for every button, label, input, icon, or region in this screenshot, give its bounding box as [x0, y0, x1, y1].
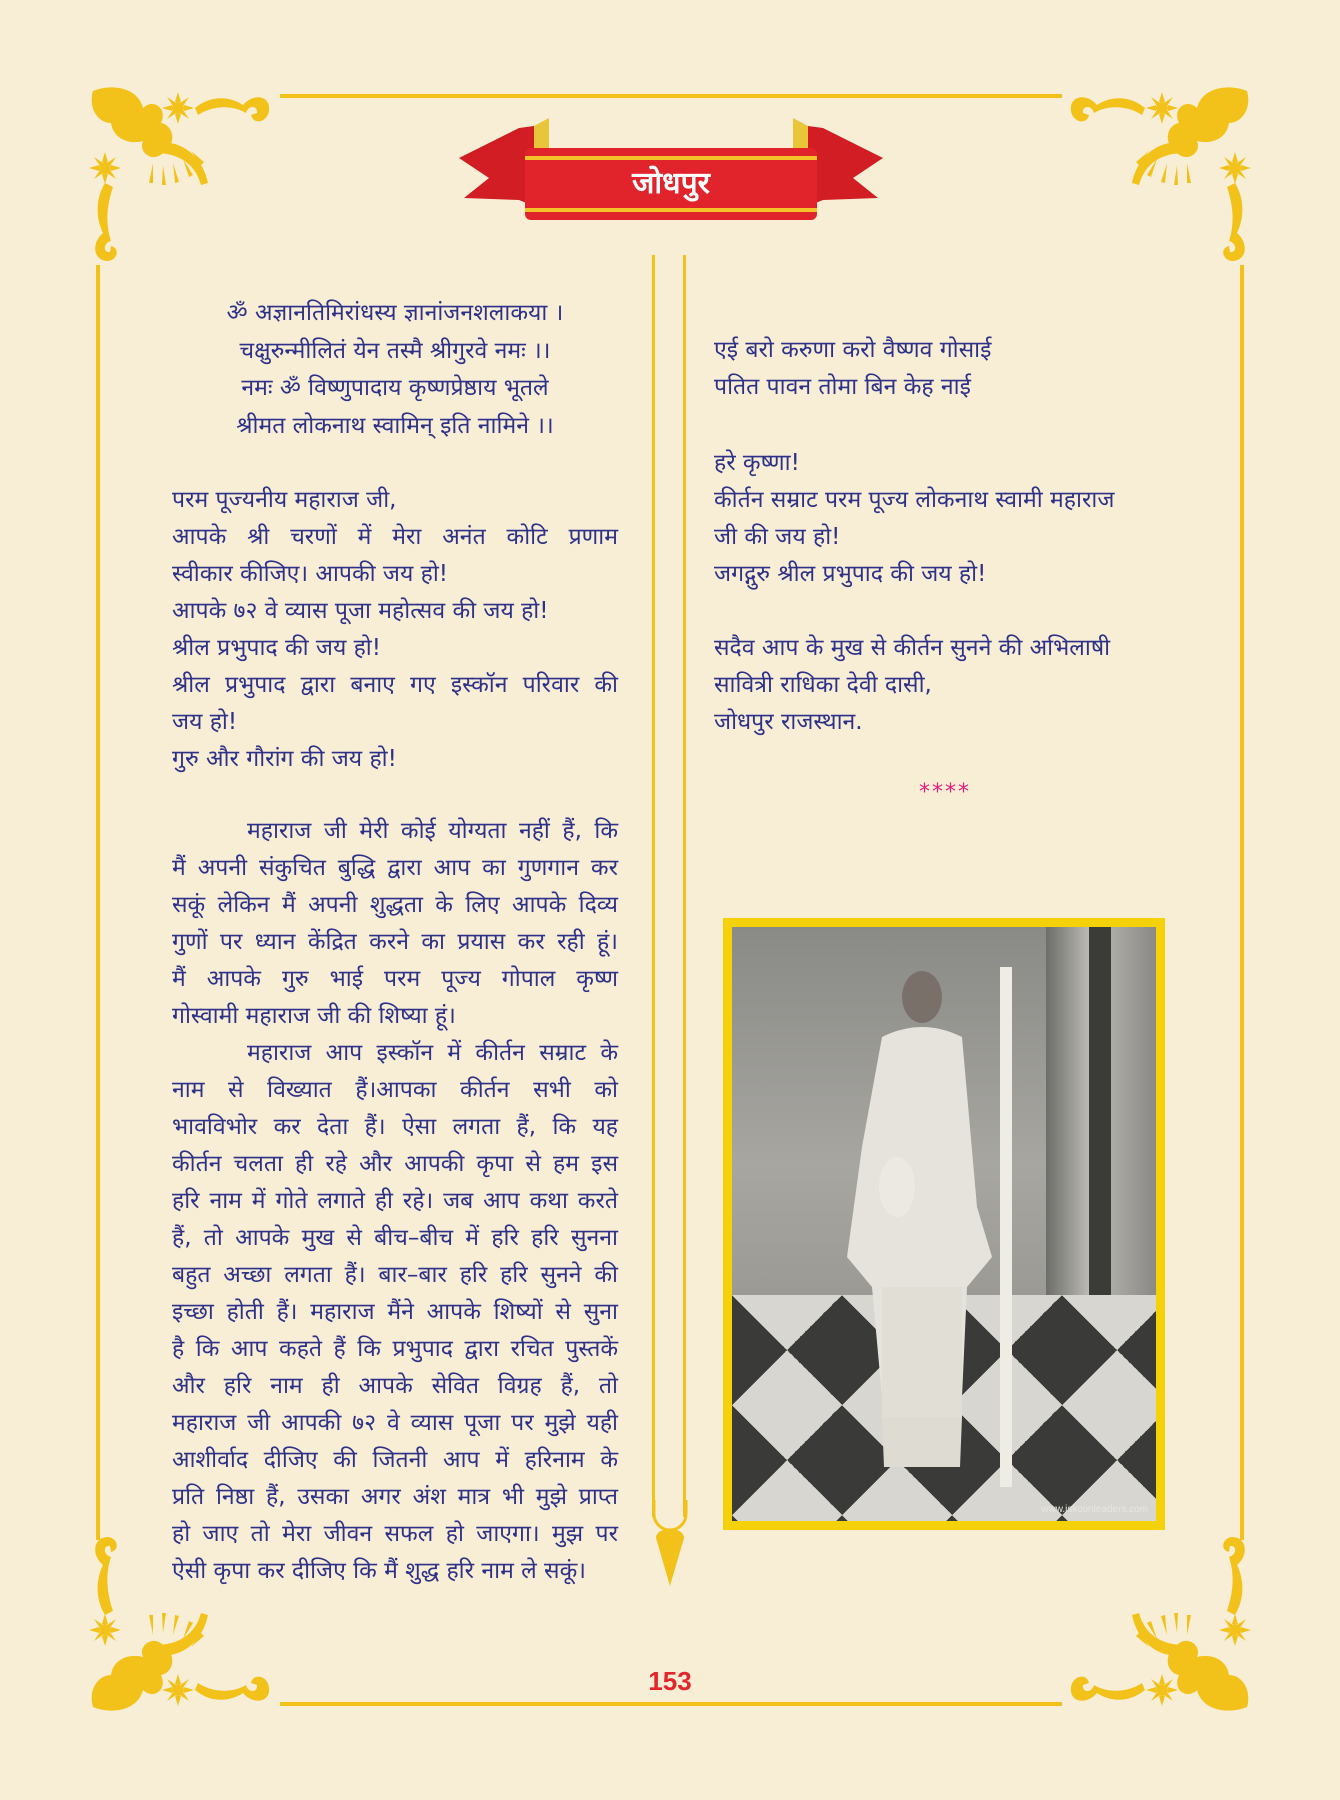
photo-frame [723, 918, 1165, 1530]
paragraph-line: ऐसी कृपा कर दीजिए कि मैं शुद्ध हरि नाम ले सकूं। [172, 1558, 586, 1584]
page-number: 153 [648, 1666, 692, 1696]
photo-watermark: www.iskconleaders.com [1041, 1504, 1148, 1515]
top-border-line [280, 94, 1062, 98]
greeting-line: जय हो! [172, 709, 238, 735]
corner-ornament-top-right [1067, 83, 1257, 263]
divider-pendant [650, 1500, 690, 1590]
paragraph-line: प्रति निष्ठा हैं, उसका अगर अंश मात्र भी मुझे प्राप्त [172, 1484, 618, 1510]
greeting-line: स्वीकार कीजिए। आपकी जय हो! [172, 561, 449, 587]
glorification-block [714, 445, 1166, 593]
paragraph-line: बहुत अच्छा लगता हैं। बार–बार हरि हरि सुनने की [172, 1262, 618, 1288]
paragraph-line: महाराज आप इस्कॉन में कीर्तन सम्राट के [247, 1040, 618, 1066]
paragraph-line: मैं आपके गुरु भाई परम पूज्य गोपाल कृष्ण [172, 966, 618, 992]
column-divider-right [683, 255, 686, 1517]
photo-figure [732, 927, 1156, 1521]
paragraph-line: आशीर्वाद दीजिए की जितनी आप में हरिनाम के [172, 1447, 618, 1473]
signature-line: जोधपुर राजस्थान. [714, 709, 863, 735]
mantra-line: ॐ अज्ञानतिमिरांधस्य ज्ञानांजनशलाकया । [226, 300, 564, 326]
paragraph-line: गोस्वामी महाराज जी की शिष्या हूं। [172, 1003, 456, 1029]
portrait-photo [732, 927, 1156, 1521]
paragraph-line: इच्छा होती हैं। महाराज मैंने आपके शिष्यों से सुना [172, 1299, 618, 1325]
paragraph-line: है कि आप कहते हैं कि प्रभुपाद द्वारा रचित पुस्तकें [172, 1336, 618, 1362]
paragraph-line: हरि नाम में गोते लगाते ही रहे। जब आप कथा करते [172, 1188, 618, 1214]
paragraph-line: भावविभोर कर देता हैं। ऐसा लगता हैं, कि यह [172, 1114, 618, 1140]
paragraph-line: कीर्तन चलता ही रहे और आपकी कृपा से हम इस [172, 1151, 618, 1177]
paragraph-line: नाम से विख्यात हैं।आपका कीर्तन सभी को [172, 1077, 618, 1103]
paragraph-line: मैं अपनी संकुचित बुद्धि द्वारा आप का गुणगान कर [172, 855, 618, 881]
bottom-border-line [280, 1702, 1062, 1706]
mantra-line: श्रीमत लोकनाथ स्वामिन् इति नामिने ।। [236, 412, 554, 439]
mantra-line: चक्षुरुन्मीलितं येन तस्मै श्रीगुरवे नमः ।। [239, 337, 551, 364]
column-divider-left [652, 255, 655, 1517]
corner-ornament-top-left [83, 83, 273, 263]
paragraph-line: और हरि नाम ही आपके सेवित विग्रह हैं, तो [172, 1373, 618, 1399]
title-ribbon [459, 118, 883, 222]
paragraph-line: महाराज जी मेरी कोई योग्यता नहीं हैं, कि [247, 818, 618, 844]
paragraph-line: हो जाए तो मेरा जीवन सफल हो जाएगा। मुझ पर [172, 1521, 618, 1547]
signature-line: सावित्री राधिका देवी दासी, [714, 672, 932, 698]
greeting-line: गुरु और गौरांग की जय हो! [172, 746, 397, 772]
greeting-line: श्रील प्रभुपाद द्वारा बनाए गए इस्कॉन परिवार की [172, 672, 618, 698]
separator-stars: **** [919, 780, 971, 805]
glorification-line: जी की जय हो! [714, 524, 841, 550]
song-line: पतित पावन तोमा बिन केह नाई [714, 374, 971, 400]
right-border-line [1240, 265, 1244, 1540]
letter-body [172, 813, 618, 1590]
mantra-line: नमः ॐ विष्णुपादाय कृष्णप्रेष्ठाय भूतले [241, 375, 549, 401]
page-title: जोधपुर [632, 166, 710, 201]
song-line: एई बरो करुणा करो वैष्णव गोसाई [714, 337, 992, 363]
song-block [714, 332, 1166, 406]
signature-line: सदैव आप के मुख से कीर्तन सुनने की अभिलाषी [714, 635, 1111, 661]
greeting-line: आपके ७२ वे व्यास पूजा महोत्सव की जय हो! [172, 598, 549, 624]
greeting-line: परम पूज्यनीय महाराज जी, [172, 487, 397, 513]
corner-ornament-bottom-right [1067, 1535, 1257, 1715]
paragraph-line: सकूं लेकिन मैं अपनी शुद्धता के लिए आपके दिव्य [172, 892, 618, 918]
greeting-line: श्रील प्रभुपाद की जय हो! [172, 635, 381, 661]
left-border-line [96, 265, 100, 1540]
paragraph-line: गुणों पर ध्यान केंद्रित करने का प्रयास कर रही हूं। [172, 929, 618, 955]
glorification-line: जगद्गुरु श्रील प्रभुपाद की जय हो! [714, 561, 987, 587]
signature-block [714, 630, 1166, 741]
paragraph-line: हैं, तो आपके मुख से बीच–बीच में हरि हरि सुनना [172, 1225, 618, 1251]
greeting-block [172, 482, 618, 778]
mantra-block [172, 295, 618, 445]
paragraph-line: महाराज जी आपकी ७२ वे व्यास पूजा पर मुझे यही [172, 1410, 618, 1436]
greeting-line: आपके श्री चरणों में मेरा अनंत कोटि प्रणाम [172, 524, 618, 550]
glorification-line: हरे कृष्णा! [714, 450, 800, 476]
glorification-line: कीर्तन सम्राट परम पूज्य लोकनाथ स्वामी महाराज [714, 487, 1115, 513]
